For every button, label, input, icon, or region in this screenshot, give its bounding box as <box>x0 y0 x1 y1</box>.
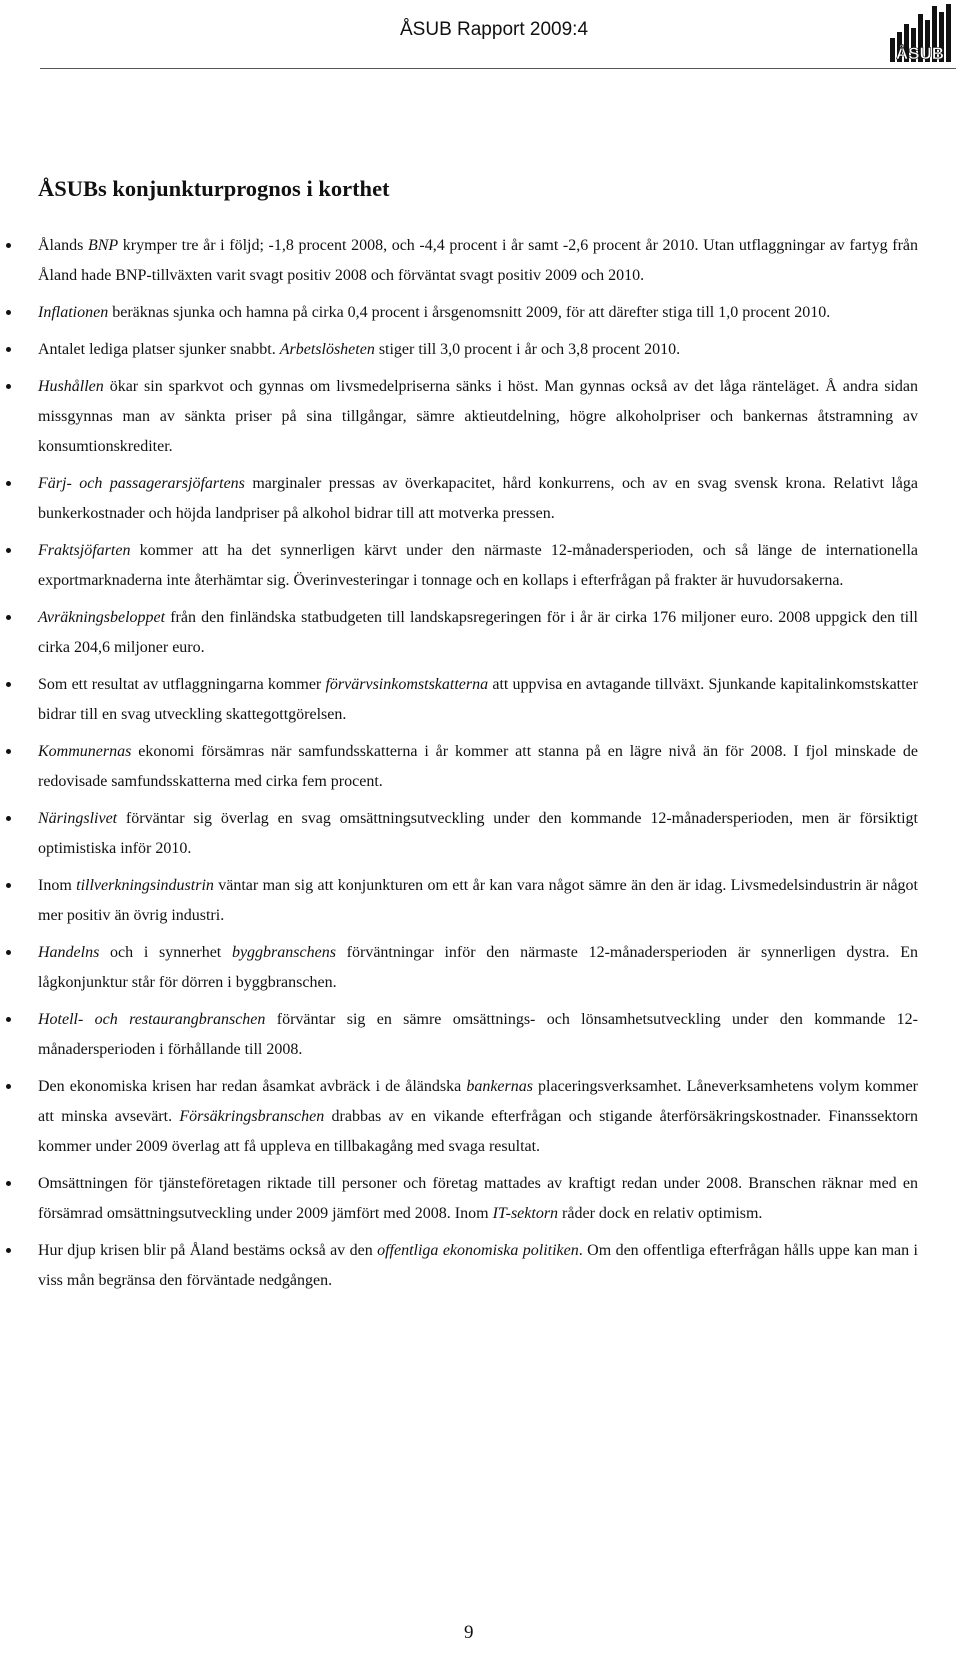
logo-text: ÅSUB <box>895 44 945 63</box>
list-item <box>0 469 918 529</box>
emphasis-text: Avräkningsbeloppet <box>38 609 166 627</box>
body-text: Som ett resultat av utflaggningarna kommer <box>38 676 326 694</box>
page-number: 9 <box>464 1622 474 1643</box>
bullet-icon <box>6 883 11 888</box>
bullet-icon <box>6 310 11 315</box>
body-text: att uppvisa en avtagande tillväxt. Sjunkande kapitalinkomstskatter bidrar till en svag utveckling skattegottgörelsen. <box>38 676 918 723</box>
emphasis-text: IT-sektorn <box>492 1204 559 1222</box>
body-text: väntar man sig att konjunkturen om ett år kan vara något sämre än den är idag. Livsmedelsindustrin är något mer positiv än övrig industri. <box>38 877 918 924</box>
header-rule <box>40 68 956 69</box>
section-heading: ÅSUBs konjunkturprognos i korthet <box>38 176 390 201</box>
emphasis-text: BNP <box>87 237 119 254</box>
bullet-icon <box>6 384 11 389</box>
body-text: kommer att ha det synnerligen kärvt under den närmaste 12-månadersperioden, och så länge de internationella exportmarknaderna inte återhämtar sig. Överinvesteringar i tonnage och en kollaps i efterfrågan på frakter är huvudorsakerna. <box>38 542 918 589</box>
body-text: stiger till 3,0 procent i år och 3,8 procent 2010. <box>374 341 681 359</box>
page-header <box>40 0 956 70</box>
emphasis-text: Kommunernas <box>38 743 132 761</box>
list-item <box>0 335 918 365</box>
list-item <box>0 804 918 864</box>
body-text: Antalet lediga platser sjunker snabbt. <box>38 341 280 359</box>
body-text: Ålands <box>38 237 88 254</box>
list-item <box>0 737 918 797</box>
summary-list <box>0 231 960 1303</box>
report-title: ÅSUB Rapport 2009:4 <box>400 19 589 40</box>
body-text: Hur djup krisen blir på Åland bestäms också av den <box>38 1241 378 1259</box>
list-item <box>0 536 918 596</box>
body-text: . Om den offentliga efterfrågan hålls uppe kan man i viss mån begränsa den förväntade nedgången. <box>38 1241 918 1289</box>
body-text: råder dock en relativ optimism. <box>558 1204 763 1222</box>
bullet-icon <box>6 615 11 620</box>
emphasis-text: Färj- och passagerarsjöfartens <box>38 475 245 493</box>
emphasis-text: förvärvsinkomstskatterna <box>325 676 489 694</box>
body-text: drabbas av en vikande efterfrågan och stigande återförsäkringskostnader. Finanssektorn kommer under 2009 överlag att få uppleva en tillbakagång med svaga resultat. <box>38 1107 919 1155</box>
emphasis-text: Handelns <box>38 944 100 962</box>
bullet-icon <box>6 481 11 486</box>
bullet-icon <box>6 548 11 553</box>
emphasis-text: Inflationen <box>38 303 109 321</box>
bullet-icon <box>6 243 11 248</box>
body-text: förväntningar inför den närmaste 12-månadersperioden är synnerligen dystra. En lågkonjunktur står för dörren i byggbranschen. <box>38 944 918 991</box>
body-text: Omsättningen för tjänsteföretagen riktade till personer och företag mattades av kraftigt redan under 2008. Branschen räknar med en försämrad omsättningsutveckling under 2009 jämfört med 2008. Inom <box>38 1174 918 1222</box>
bullet-icon <box>6 1084 11 1089</box>
body-text: ökar sin sparkvot och gynnas om livsmedelpriserna sänks i höst. Man gynnas också av det låga ränteläget. Å andra sidan missgynnas man av sänkta priser på sina tillgångar, sämre aktieutdelning, högre alkoholpriser och bankernas åtstramning av konsumtionskrediter. <box>38 378 918 455</box>
body-text: ekonomi försämras när samfundsskatterna i år kommer att stanna på en lägre nivå än för 2008. I fjol minskade de redovisade samfundsskatterna med cirka fem procent. <box>38 743 918 790</box>
body-text: och i synnerhet <box>99 944 232 962</box>
body-text: förväntar sig en sämre omsättnings- och lönsamhetsutveckling under den kommande 12-månadersperioden i förhållande till 2008. <box>38 1011 919 1058</box>
body-text: Den ekonomiska krisen har redan åsamkat avbräck i de åländska <box>38 1078 467 1095</box>
bullet-icon <box>6 682 11 687</box>
body-text: krymper tre år i följd; -1,8 procent 2008, och -4,4 procent i år samt -2,6 procent år 2010. Utan utflaggningar av fartyg från Åland hade BNP-tillväxten varit svagt positiv 2008 och förväntat svagt positiv 2009 och 2010. <box>38 237 919 284</box>
list-item <box>0 1005 918 1065</box>
emphasis-text: bankernas <box>466 1078 533 1095</box>
body-text: från den finländska statbudgeten till landskapsregeringen för i år är cirka 176 miljoner euro. 2008 uppgick den till cirka 204,6 miljoner euro. <box>38 609 918 656</box>
list-item <box>0 670 918 730</box>
list-item <box>0 1236 918 1296</box>
body-text: Inom <box>38 877 77 895</box>
emphasis-text: Hushållen <box>38 378 104 396</box>
list-item <box>0 1072 918 1161</box>
emphasis-text: offentliga ekonomiska politiken <box>377 1241 579 1259</box>
asub-logo <box>888 2 952 64</box>
bullet-icon <box>6 1181 11 1186</box>
list-item <box>0 298 918 328</box>
emphasis-text: Näringslivet <box>38 810 118 828</box>
bullet-icon <box>6 1017 11 1022</box>
body-text: förväntar sig överlag en svag omsättningsutveckling under den kommande 12-månadersperioden, men är försiktigt optimistiska inför 2010. <box>38 810 918 857</box>
body-text: marginaler pressas av överkapacitet, hård konkurrens, och av en svag svensk krona. Relativt låga bunkerkostnader och höjda landpriser på alkohol bidrar till att motverka pressen. <box>38 475 919 522</box>
body-text: placeringsverksamhet. Låneverksamhetens volym kommer att minska avsevärt. <box>38 1078 919 1125</box>
list-item <box>0 231 918 291</box>
bullet-icon <box>6 749 11 754</box>
list-item <box>0 603 918 663</box>
emphasis-text: byggbranschens <box>231 944 336 962</box>
list-item <box>0 938 918 998</box>
list-item <box>0 372 918 461</box>
list-item <box>0 1169 918 1229</box>
emphasis-text: Arbetslösheten <box>279 341 375 359</box>
bullet-icon <box>6 347 11 352</box>
emphasis-text: Hotell- och restaurangbranschen <box>38 1011 266 1029</box>
bullet-icon <box>6 1248 11 1253</box>
list-item <box>0 871 918 931</box>
emphasis-text: tillverkningsindustrin <box>76 877 214 895</box>
body-text: beräknas sjunka och hamna på cirka 0,4 procent i årsgenomsnitt 2009, för att därefter stiga till 1,0 procent 2010. <box>108 303 831 321</box>
bullet-icon <box>6 816 11 821</box>
bullet-icon <box>6 950 11 955</box>
emphasis-text: Försäkringsbranschen <box>179 1107 325 1125</box>
emphasis-text: Fraktsjöfarten <box>38 542 131 560</box>
